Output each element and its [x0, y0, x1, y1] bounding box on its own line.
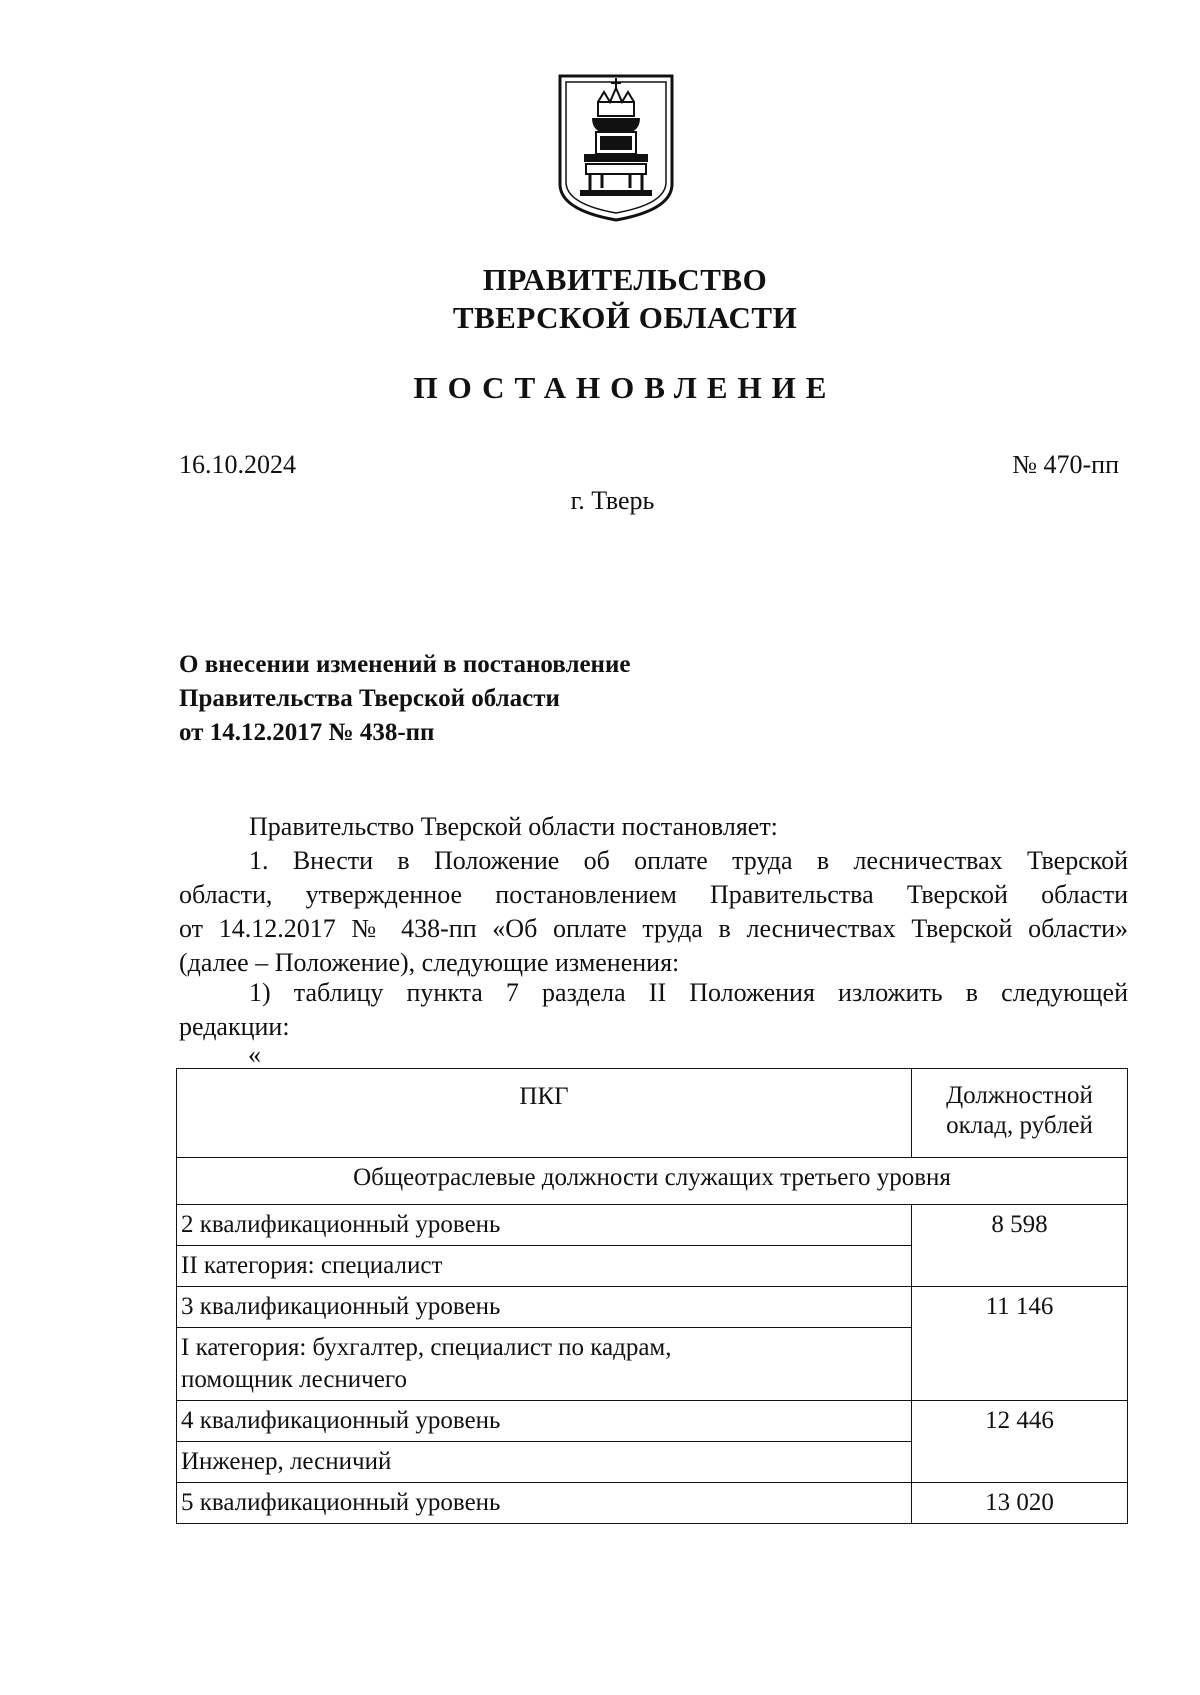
item-1-line: 1. Внести в Положение об оплате труда в лесничествах Тверской	[249, 846, 1128, 875]
document-city: г. Тверь	[570, 486, 655, 515]
level-cell: 3 квалификационный уровень	[177, 1287, 912, 1328]
level-cell: 4 квалификационный уровень	[177, 1401, 912, 1442]
item-1-line: области, утвержденное постановлением Правительства Тверской области	[179, 880, 1128, 909]
group-title: Общеотраслевые должности служащих третьего уровня	[177, 1158, 1128, 1205]
intro-paragraph	[179, 810, 1128, 844]
header-salary-line: оклад, рублей	[946, 1112, 1093, 1139]
salary-cell: 11 146	[912, 1287, 1128, 1401]
table-group-row	[177, 1158, 1128, 1205]
intro-line: Правительство Тверской области постановляет:	[249, 812, 778, 841]
salary-table	[176, 1068, 1128, 1524]
government-title-line2: ТВЕРСКОЙ ОБЛАСТИ	[452, 300, 798, 335]
opening-quote: «	[248, 1040, 261, 1069]
salary-cell: 8 598	[912, 1205, 1128, 1287]
subitem-1-paragraph	[179, 976, 1128, 1044]
salary-cell: 12 446	[912, 1401, 1128, 1483]
document-type: ПОСТАНОВЛЕНИЕ	[413, 370, 837, 405]
positions-line: помощник лесничего	[181, 1366, 407, 1393]
header-pkg: ПКГ	[177, 1069, 912, 1158]
positions-cell: Инженер, лесничий	[177, 1442, 912, 1483]
table-row	[177, 1401, 1128, 1442]
level-cell: 5 квалификационный уровень	[177, 1483, 912, 1524]
salary-cell: 13 020	[912, 1483, 1128, 1524]
document-number: № 470-пп	[1012, 450, 1119, 479]
positions-line: I категория: бухгалтер, специалист по кадрам,	[181, 1334, 672, 1361]
subject-line: от 14.12.2017 № 438-пп	[179, 719, 435, 746]
table-row	[177, 1483, 1128, 1524]
government-title-line1: ПРАВИТЕЛЬСТВО	[482, 262, 768, 297]
header-salary	[912, 1069, 1128, 1158]
tver-coat-of-arms-icon	[556, 72, 676, 224]
subject-line: О внесении изменений в постановление	[179, 651, 631, 678]
positions-cell	[177, 1328, 912, 1401]
positions-cell: II категория: специалист	[177, 1246, 912, 1287]
document-date: 16.10.2024	[179, 450, 296, 479]
header-salary-line: Должностной	[946, 1082, 1093, 1109]
subitem-1-line: редакции:	[179, 1012, 290, 1041]
subitem-1-line: 1) таблицу пункта 7 раздела II Положения изложить в следующей	[249, 978, 1128, 1007]
document-subject	[179, 648, 879, 750]
table-row	[177, 1205, 1128, 1246]
level-cell: 2 квалификационный уровень	[177, 1205, 912, 1246]
item-1-paragraph	[179, 844, 1128, 980]
table-header-row	[177, 1069, 1128, 1158]
subject-line: Правительства Тверской области	[179, 685, 560, 712]
table-row	[177, 1287, 1128, 1328]
item-1-line: (далее – Положение), следующие изменения:	[179, 948, 680, 977]
item-1-line: от 14.12.2017 № 438-пп «Об оплате труда в лесничествах Тверской области»	[179, 914, 1128, 943]
